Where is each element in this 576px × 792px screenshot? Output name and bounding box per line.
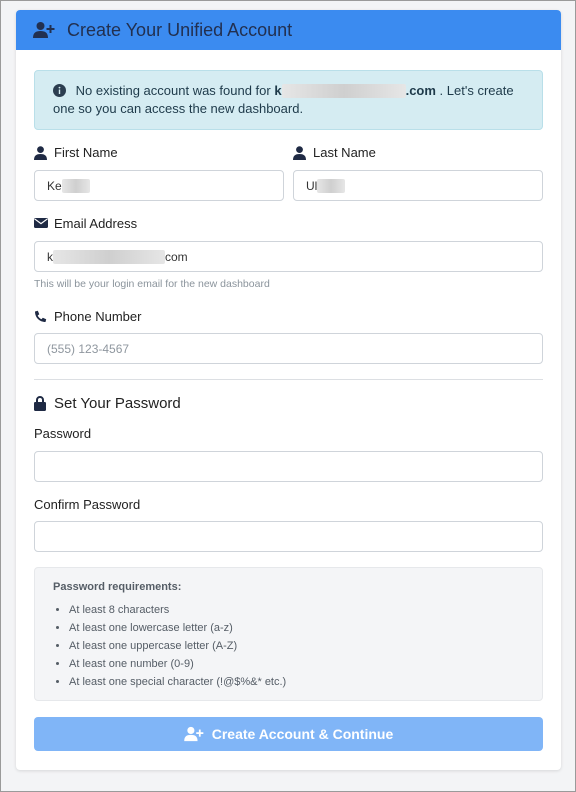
email-help-text: This will be your login email for the new dashboard [34,278,270,290]
signup-card [16,10,561,770]
phone-label: Phone Number [34,309,141,324]
requirement-item: • At least one special character (!@$%&* etc.) [69,673,524,691]
alert-email-start: k [274,83,282,98]
create-account-button[interactable] [34,717,543,751]
card-header [16,10,561,50]
last-name-label: Last Name [293,145,376,160]
requirement-item: • At least one lowercase letter (a-z) [69,619,524,637]
password-input[interactable] [34,451,543,482]
redacted-last-name [317,179,345,193]
user-plus-icon [33,21,55,39]
confirm-password-label: Confirm Password [34,497,141,512]
password-section-title: Set Your Password [34,395,181,412]
confirm-password-input[interactable] [34,521,543,552]
last-name-input[interactable]: Ul [293,170,543,201]
info-circle-icon [53,84,66,97]
envelope-icon [34,217,48,231]
email-label: Email Address [34,216,137,231]
password-requirements [34,567,543,701]
info-alert [34,70,543,130]
lock-icon [34,396,47,411]
requirements-title: Password requirements: [53,581,182,593]
first-name-label: First Name [34,145,118,160]
requirement-item: • At least one uppercase letter (A-Z) [69,637,524,655]
phone-input[interactable]: (555) 123-4567 [34,333,543,364]
phone-icon [34,310,48,324]
user-plus-icon [184,726,204,742]
requirement-item: • At least one number (0-9) [69,655,524,673]
user-icon [293,146,307,160]
email-input[interactable]: k com [34,241,543,272]
requirements-list [53,601,524,691]
redacted-email [282,84,406,98]
create-account-label: Create Account & Continue [211,726,394,742]
alert-text-end: . Let's create one so you can access the new dashboard. [53,83,514,116]
redacted-email-input [53,250,165,264]
requirement-item: • At least 8 characters [69,601,524,619]
password-label: Password [34,426,92,441]
page-title: Create Your Unified Account [67,19,293,40]
alert-text-start: No existing account was found for [75,83,275,98]
first-name-input[interactable]: Ke [34,170,284,201]
user-icon [34,146,48,160]
alert-email-end: .com [405,83,436,98]
redacted-first-name [62,179,90,193]
section-divider [34,379,543,380]
